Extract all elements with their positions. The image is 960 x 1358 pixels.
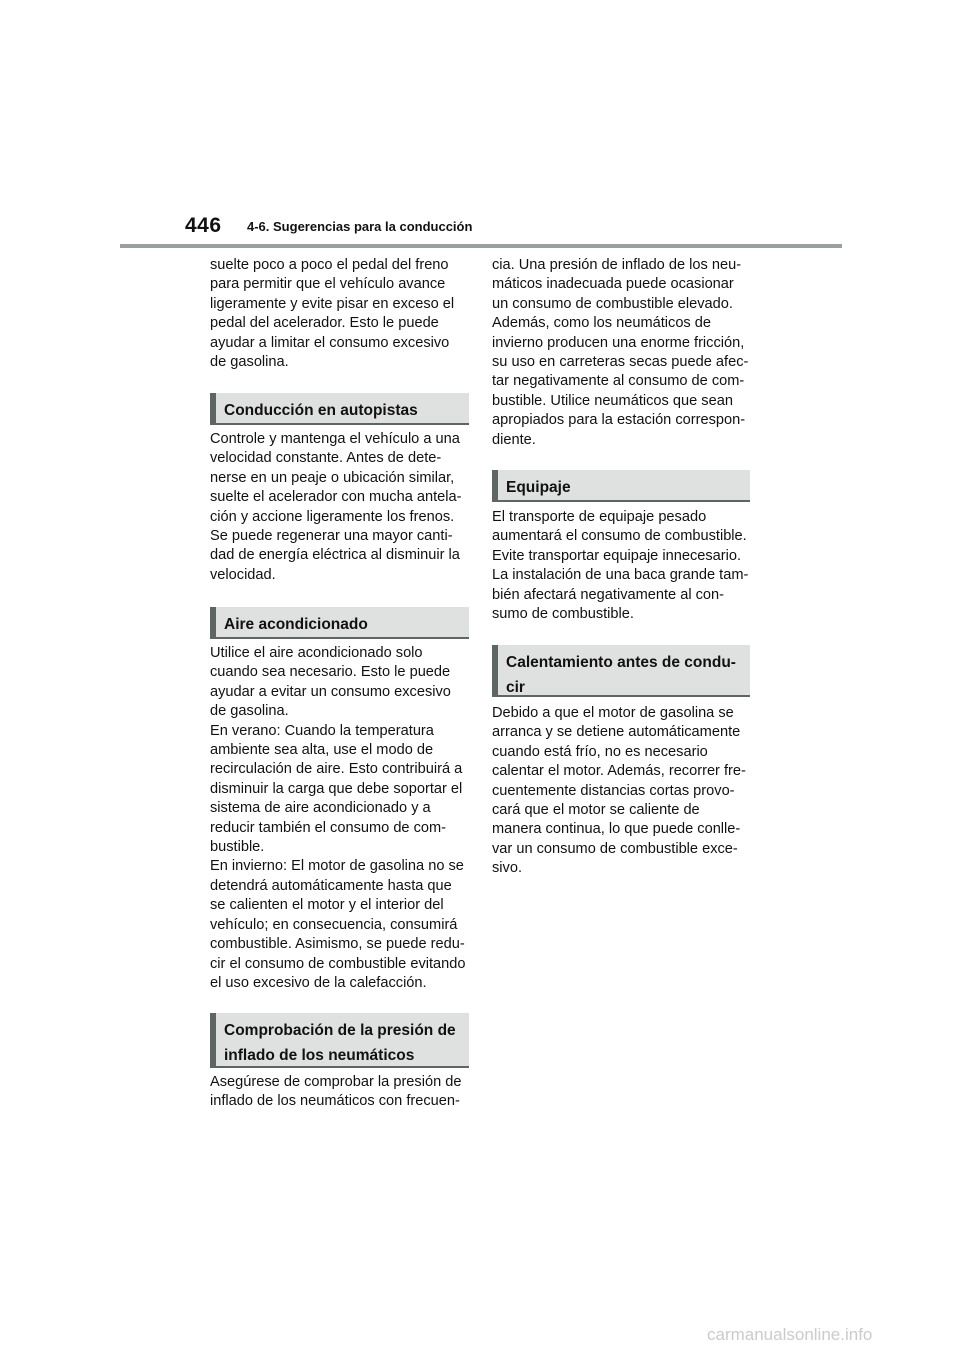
text-line: sumo de combustible. (492, 606, 634, 623)
text-line: calentar el motor. Además, recorrer fre- (492, 763, 746, 780)
text-line: aumentará el consumo de combustible. (492, 528, 747, 545)
text-line: cará que el motor se caliente de (492, 802, 700, 819)
heading-air-conditioning (210, 607, 469, 639)
text-line: sivo. (492, 860, 523, 877)
text-line: detendrá automáticamente hasta que (210, 877, 452, 894)
text-line: manera continua, lo que puede conlle- (492, 821, 741, 838)
warm-up-paragraph (492, 704, 746, 879)
text-line: ambiente sea alta, use el modo de (210, 742, 434, 759)
header-divider (120, 244, 842, 248)
text-line: vehículo; en consecuencia, consumirá (210, 916, 458, 933)
heading-text: Aire acondicionado (224, 616, 368, 633)
text-line: sistema de aire acondicionado y a (210, 800, 431, 817)
text-line: velocidad. (210, 566, 276, 583)
text-line: pedal del acelerador. Esto le puede (210, 315, 439, 332)
text-line: El transporte de equipaje pesado (492, 509, 707, 525)
heading-text: cir (506, 679, 525, 696)
text-line: cir el consumo de combustible evitando (210, 955, 466, 972)
section-header: 4-6. Sugerencias para la conducción (247, 219, 473, 234)
text-line: combustible. Asimismo, se puede redu- (210, 936, 465, 953)
page-number: 446 (185, 214, 222, 237)
text-line: Se puede regenerar una mayor canti- (210, 528, 453, 545)
text-line: ligeramente y evite pisar en exceso el (210, 295, 455, 312)
text-line: apropiados para la estación correspon- (492, 412, 746, 429)
text-line: ayudar a limitar el consumo excesivo (210, 334, 450, 351)
heading-text: inflado de los neumáticos (224, 1047, 415, 1064)
highway-paragraph (210, 430, 462, 585)
text-line: de gasolina. (210, 354, 289, 371)
heading-text: Equipaje (506, 479, 571, 496)
text-line: Debido a que el motor de gasolina se (492, 705, 734, 721)
heading-luggage (492, 470, 750, 502)
text-line: var un consumo de combustible exce- (492, 840, 738, 857)
text-line: invierno producen una enorme fricción, (492, 334, 745, 351)
text-line: disminuir la carga que debe soportar el (210, 780, 463, 797)
heading-warm-up (492, 645, 750, 697)
text-line: para permitir que el vehículo avance (210, 276, 446, 293)
text-line: bustible. (210, 839, 265, 856)
text-line: suelte poco a poco el pedal del freno (210, 257, 449, 273)
text-line: dad de energía eléctrica al disminuir la (210, 547, 460, 564)
text-line: cuando sea necesario. Esto le puede (210, 664, 451, 681)
text-line: En invierno: El motor de gasolina no se (210, 858, 464, 875)
text-line: cuentemente distancias cortas provo- (492, 782, 735, 799)
text-line: Además, como los neumáticos de (492, 315, 712, 332)
intro-paragraph (210, 256, 454, 372)
watermark: carmanualsonline.info (707, 1325, 873, 1344)
text-line: cuando está frío, no es necesario (492, 743, 708, 760)
text-line: arranca y se detiene automáticamente (492, 724, 741, 741)
text-line: En verano: Cuando la temperatura (210, 722, 434, 739)
heading-tire-pressure (210, 1013, 469, 1068)
text-line: máticos inadecuada puede ocasionar (492, 276, 734, 293)
text-line: bién afectará negativamente al con- (492, 586, 725, 603)
heading-text: Conducción en autopistas (224, 402, 418, 419)
heading-text: Comprobación de la presión de (224, 1022, 456, 1039)
text-line: recirculación de aire. Esto contribuirá a (210, 761, 463, 778)
text-line: reducir también el consumo de com- (210, 819, 447, 836)
heading-text: Calentamiento antes de condu- (506, 654, 736, 671)
text-line: Controle y mantenga el vehículo a una (210, 431, 460, 447)
text-line: ayudar a evitar un consumo excesivo (210, 683, 451, 700)
text-line: ción y accione ligeramente los frenos. (210, 508, 455, 525)
text-line: el uso excesivo de la calefacción. (210, 974, 427, 991)
text-line: cia. Una presión de inflado de los neu- (492, 257, 742, 273)
text-line: nerse en un peaje o ubicación similar, (210, 469, 455, 486)
text-line: de gasolina. (210, 703, 289, 720)
text-line: un consumo de combustible elevado. (492, 295, 733, 312)
text-line: se calienten el motor y el interior del (210, 897, 444, 914)
text-line: su uso en carreteras secas puede afec- (492, 354, 749, 371)
heading-highway-driving (210, 393, 469, 425)
text-line: diente. (492, 431, 536, 448)
air-conditioning-paragraph (210, 644, 466, 993)
text-line: Utilice el aire acondicionado solo (210, 645, 423, 661)
text-line: suelte el acelerador con mucha antela- (210, 489, 462, 506)
text-line: bustible. Utilice neumáticos que sean (492, 392, 733, 409)
text-line: Asegúrese de comprobar la presión de (210, 1074, 462, 1090)
text-line: inflado de los neumáticos con frecuen- (210, 1093, 460, 1110)
tire-pressure-paragraph-continued (492, 256, 748, 450)
luggage-paragraph (492, 508, 748, 624)
text-line: Evite transportar equipaje innecesario. (492, 547, 742, 564)
tire-pressure-paragraph (210, 1073, 462, 1112)
text-line: tar negativamente al consumo de com- (492, 373, 745, 390)
text-line: La instalación de una baca grande tam- (492, 567, 749, 584)
text-line: velocidad constante. Antes de dete- (210, 450, 442, 467)
